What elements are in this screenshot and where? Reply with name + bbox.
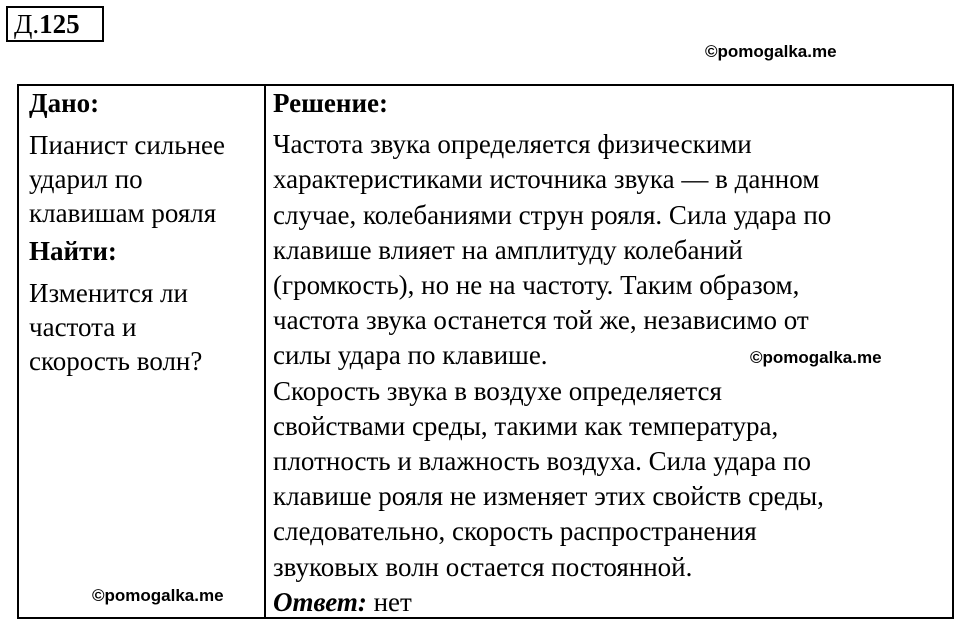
watermark-top: ©pomogalka.me	[705, 42, 837, 61]
find-heading: Найти:	[29, 236, 117, 266]
given-column	[29, 86, 261, 378]
task-prefix: Д.	[14, 9, 40, 39]
watermark-middle: ©pomogalka.me	[750, 348, 882, 367]
solution-line: силы удара по клавише.	[273, 340, 548, 371]
task-number: 125	[39, 9, 80, 39]
solution-line: частота звука останется той же, независимо от	[273, 305, 809, 336]
given-line: ударил по	[29, 164, 143, 194]
solution-line: плотность и влажность воздуха. Сила удара по	[273, 446, 811, 477]
solution-line: случае, колебаниями струн рояля. Сила удара по	[273, 199, 832, 230]
solution-text	[273, 127, 948, 620]
given-text	[29, 128, 261, 230]
answer-value: нет	[373, 586, 412, 617]
column-divider	[264, 84, 266, 619]
given-line: клавишам рояля	[29, 198, 217, 228]
solution-line: звуковых волн остается постоянной.	[273, 551, 693, 582]
solution-line: Частота звука определяется физическими	[273, 129, 752, 160]
watermark-bottom: ©pomogalka.me	[92, 586, 224, 605]
solution-line: свойствами среды, такими как температура,	[273, 410, 779, 441]
solution-line: Скорость звука в воздухе определяется	[273, 375, 722, 406]
given-heading: Дано:	[29, 88, 100, 118]
solution-line: (громкость), но не на частоту. Таким образом,	[273, 270, 800, 301]
solution-line: клавише рояля не изменяет этих свойств среды,	[273, 481, 824, 512]
task-number-label	[6, 6, 104, 42]
find-line: частота и	[29, 312, 137, 342]
solution-line: следовательно, скорость распространения	[273, 516, 757, 547]
solution-line: характеристиками источника звука — в данном	[273, 164, 820, 195]
find-text	[29, 276, 261, 378]
find-line: скорость волн?	[29, 346, 203, 376]
solution-heading: Решение:	[273, 88, 388, 118]
find-line: Изменится ли	[29, 278, 188, 308]
answer-label: Ответ:	[273, 586, 367, 617]
answer-line	[273, 585, 948, 620]
solution-line: клавише влияет на амплитуду колебаний	[273, 234, 743, 265]
given-line: Пианист сильнее	[29, 130, 226, 160]
